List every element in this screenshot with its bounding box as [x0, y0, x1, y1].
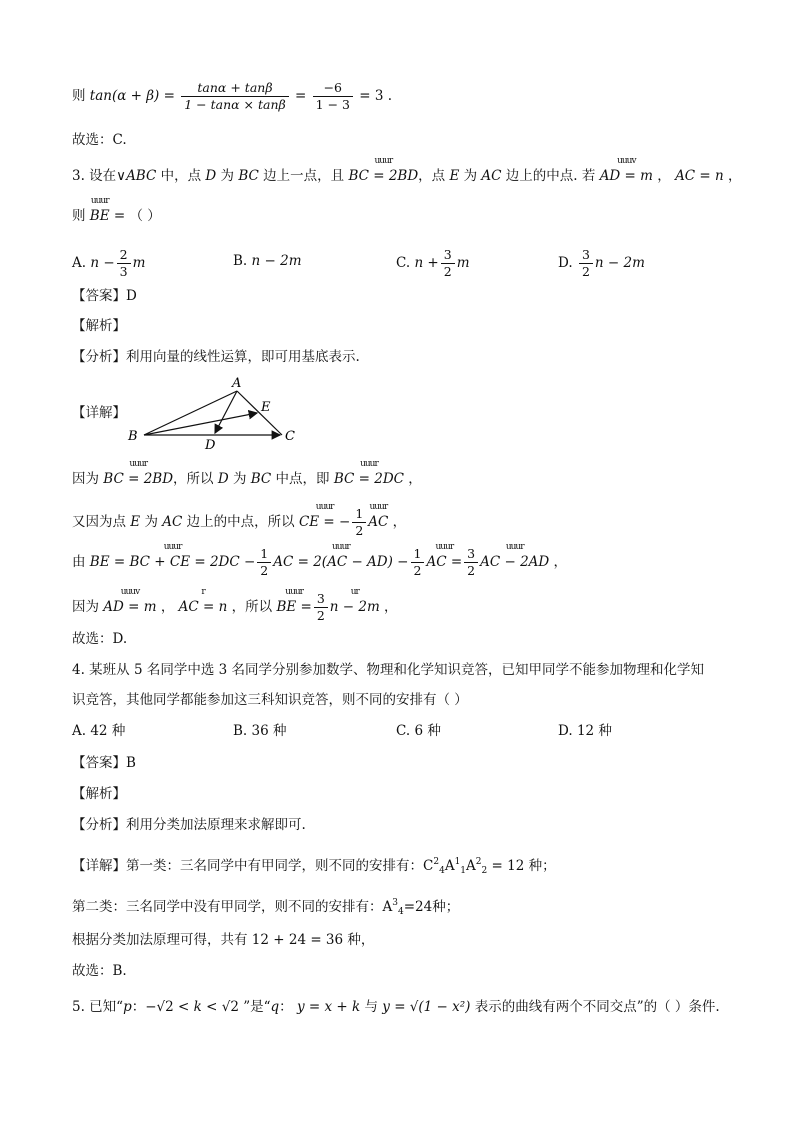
question-5 — [72, 997, 720, 1017]
option-text: 6 种 — [414, 723, 441, 739]
vector-expr — [480, 542, 550, 572]
option-label: D. — [558, 255, 573, 271]
math: k — [193, 999, 202, 1015]
vector-mark: uuur — [369, 502, 388, 512]
analysis-label: 【解析】 — [72, 318, 126, 334]
fraction-denominator: 2 — [413, 563, 422, 578]
side-ac — [237, 391, 282, 435]
math: A — [444, 858, 455, 874]
vector-mark: uuuv — [120, 587, 140, 597]
fraction-numerator: 3 — [579, 247, 593, 264]
superscript: 2 — [475, 857, 482, 867]
vector-expr — [178, 587, 228, 617]
text: 第二类：三名同学中没有甲同学，则不同的安排有： — [72, 899, 383, 915]
math: BC = 2DC — [333, 471, 404, 487]
vector-mark: uuur — [163, 542, 182, 552]
analysis-text: 【分析】利用向量的线性运算，即可用基底表示. — [72, 349, 360, 365]
fraction-denominator: 2 — [316, 608, 325, 623]
text: ， — [723, 168, 742, 184]
option-label: D. — [558, 723, 573, 739]
fraction — [117, 247, 131, 280]
text: 则 — [72, 208, 90, 224]
math: BE = BC + CE = 2DC − — [89, 554, 256, 570]
solution-line-1 — [72, 459, 422, 489]
text: ， — [404, 471, 422, 487]
math: < √2 ”是“ — [201, 999, 271, 1015]
option-label: B. — [233, 253, 248, 269]
text: = — [295, 88, 307, 104]
option-text: 36 种 — [251, 723, 287, 739]
math: CE = − — [298, 514, 351, 530]
side-ba — [144, 391, 237, 435]
text: =24种； — [403, 899, 460, 915]
label-a: A — [232, 376, 242, 391]
option-a[interactable] — [72, 247, 145, 280]
fraction-numerator: −6 — [313, 80, 353, 97]
math: n − 2m — [251, 253, 302, 269]
choice-line: 故选：D. — [72, 631, 128, 647]
option-d[interactable] — [558, 721, 612, 741]
choice-line: 故选：C. — [72, 132, 127, 148]
math: BC — [250, 471, 272, 487]
text: 3. 设在∨ — [72, 168, 127, 184]
superscript: 1 — [454, 857, 461, 867]
vector-expr — [368, 502, 389, 532]
fraction — [441, 247, 455, 280]
text: ， — [388, 514, 407, 530]
formula-lhs: tan(α + β) = — [89, 88, 175, 104]
fraction-denominator: 1 − 3 — [315, 97, 350, 112]
detail-line-2 — [72, 893, 459, 922]
math: AC − 2AD — [480, 554, 550, 570]
math: AC = 2(AC − AD) − — [273, 554, 409, 570]
math: D — [217, 471, 229, 487]
detail-line-3: 根据分类加法原理可得，共有 12 + 24 = 36 种， — [72, 932, 375, 948]
fraction-numerator: 2 — [117, 247, 131, 264]
fraction — [411, 546, 425, 579]
math: p — [123, 999, 132, 1015]
tan-sum-line — [72, 80, 392, 113]
math: BE = — [276, 599, 312, 615]
math: AD = m — [103, 599, 157, 615]
subscript: 4 — [439, 866, 445, 876]
text: = 12 种； — [487, 858, 556, 874]
fraction — [257, 546, 271, 579]
fraction-tan — [181, 80, 289, 113]
text: ， — [652, 168, 676, 184]
vector-mark: uuur — [505, 542, 524, 552]
vector-expr — [89, 196, 110, 226]
math: AC — [368, 514, 389, 530]
answer-label: 【答案】B — [72, 755, 136, 771]
choice-line: 故选：B. — [72, 963, 127, 979]
math: AC — [481, 168, 502, 184]
fraction-denominator: 1 − tanα × tanβ — [184, 97, 286, 112]
triangle-figure — [120, 372, 310, 454]
vector-mark: r — [201, 587, 205, 597]
question-3-ask — [72, 196, 161, 226]
math: A — [466, 858, 476, 874]
text: ， — [379, 599, 398, 615]
label-d: D — [205, 438, 216, 453]
vector-expr — [426, 542, 463, 572]
subscript: 4 — [397, 907, 404, 917]
vector-expr — [89, 542, 256, 572]
solution-line-4 — [72, 587, 398, 624]
option-c[interactable] — [396, 247, 470, 280]
superscript: 3 — [392, 898, 398, 908]
option-label: C. — [396, 255, 411, 271]
math: m — [132, 255, 146, 271]
vector-expr — [348, 156, 419, 186]
vector-mark: uuur — [90, 196, 109, 206]
label-b: B — [128, 429, 138, 444]
subscript: 2 — [481, 866, 488, 876]
text: 为 — [228, 471, 251, 487]
vector-expr — [103, 587, 157, 617]
question-4: 4. 某班从 5 名同学中选 3 名同学分别参加数学、物理和化学知识竞答，已知甲同学不能参加物理和化学知 — [72, 662, 705, 678]
option-d[interactable] — [558, 247, 645, 280]
text: 表示的曲线有两个不同交点”的（ ）条件. — [470, 999, 720, 1015]
vector-expr — [599, 156, 653, 186]
math: q — [270, 999, 280, 1015]
label-e: E — [261, 400, 271, 415]
text: 又因为点 — [72, 514, 131, 530]
solution-line-3 — [72, 542, 568, 579]
text: ，所以 — [173, 471, 218, 487]
fraction-value — [313, 80, 353, 113]
vector-expr — [298, 502, 351, 532]
math: n + — [414, 255, 439, 271]
text: ，所以 — [227, 599, 277, 615]
text: = 3 . — [359, 88, 393, 104]
math: n − 2m — [329, 599, 380, 615]
vector-expr — [276, 587, 312, 617]
math: AC = — [426, 554, 463, 570]
vector-mark: uuur — [332, 542, 350, 552]
math: BC = 2BD — [348, 168, 419, 184]
vector-mark: ur — [350, 587, 359, 597]
text: ， — [156, 599, 179, 615]
option-text: 42 种 — [90, 723, 126, 739]
vector-mark: uuur — [435, 542, 454, 552]
answer-label: 【答案】D — [72, 288, 137, 304]
detail-label: 【详解】 — [72, 405, 126, 421]
option-label: C. — [396, 723, 411, 739]
question-4-cont: 识竞答，其他同学都能参加这三科知识竞答，则不同的安排有（ ） — [72, 692, 468, 708]
option-text: 12 种 — [576, 723, 612, 739]
fraction-denominator: 2 — [443, 264, 452, 279]
math: n − — [90, 255, 115, 271]
math: A — [382, 899, 393, 915]
vector-mark: uuur — [285, 587, 303, 597]
fraction — [579, 247, 593, 280]
fraction-denominator: 2 — [581, 264, 590, 279]
label-c: C — [285, 429, 295, 444]
analysis-text: 【分析】利用分类加法原理来求解即可. — [72, 817, 306, 833]
vector-expr — [333, 459, 404, 489]
vector-mark: uuur — [374, 156, 393, 166]
option-a[interactable] — [72, 721, 125, 741]
vector-expr — [103, 459, 174, 489]
math: AC = n — [675, 168, 724, 184]
text: 中，点 — [156, 168, 206, 184]
math: n − 2m — [594, 255, 645, 271]
solution-line-2 — [72, 502, 407, 539]
text: 边上一点，且 — [258, 168, 349, 184]
vector-mark: uuur — [129, 459, 148, 469]
vector-expr — [329, 587, 380, 617]
math: C — [423, 858, 434, 874]
option-label: A. — [72, 255, 87, 271]
option-label: B. — [233, 723, 248, 739]
fraction-denominator: 2 — [467, 563, 476, 578]
math: D — [205, 168, 217, 184]
detail-line-1 — [72, 852, 556, 881]
fraction-numerator: 1 — [411, 546, 425, 563]
vector-mark: uuur — [360, 459, 378, 469]
text: 为 — [216, 168, 239, 184]
fraction-numerator: 3 — [464, 546, 478, 563]
math: BE — [89, 208, 110, 224]
text: 由 — [72, 554, 90, 570]
fraction — [352, 506, 366, 539]
math: E — [130, 514, 141, 530]
option-label: A. — [72, 723, 87, 739]
subscript: 1 — [460, 866, 467, 876]
text: 边上的中点. 若 — [501, 168, 600, 184]
text: 中点，即 — [271, 471, 334, 487]
text: 5. 已知“ — [72, 999, 124, 1015]
math: y = √(1 − x²) — [382, 999, 471, 1015]
text: 为 — [459, 168, 482, 184]
math: m — [456, 255, 470, 271]
math: ：−√2 < — [131, 999, 194, 1015]
text: 为 — [140, 514, 163, 530]
fraction-numerator: 3 — [441, 247, 455, 264]
math: AD = m — [599, 168, 653, 184]
question-3 — [72, 156, 742, 186]
fraction-denominator: 2 — [355, 523, 364, 538]
text: 因为 — [72, 599, 104, 615]
text: 因为 — [72, 471, 104, 487]
analysis-label: 【解析】 — [72, 786, 126, 802]
text: = （ ） — [109, 208, 161, 224]
text: 【详解】第一类：三名同学中有甲同学，则不同的安排有： — [72, 858, 423, 874]
text: 边上的中点，所以 — [182, 514, 299, 530]
math: BC = 2BD — [103, 471, 174, 487]
option-b[interactable] — [233, 721, 287, 741]
fraction-denominator: 2 — [260, 563, 269, 578]
fraction — [314, 591, 328, 624]
text: ， — [549, 554, 568, 570]
text: ，点 — [418, 168, 450, 184]
fraction — [464, 546, 478, 579]
option-c[interactable] — [396, 721, 441, 741]
fraction-numerator: 1 — [257, 546, 271, 563]
math: AC — [162, 514, 183, 530]
vector-be — [144, 413, 257, 435]
vector-mark: uuuv — [617, 156, 636, 166]
fraction-denominator: 3 — [119, 264, 128, 279]
math: AC = n — [178, 599, 228, 615]
vector-mark: uuur — [315, 502, 334, 512]
superscript: 2 — [433, 857, 440, 867]
text: 与 — [360, 999, 383, 1015]
vector-expr — [273, 542, 409, 572]
math: BC — [238, 168, 259, 184]
text: 则 — [72, 88, 86, 104]
fraction-numerator: 3 — [314, 591, 328, 608]
math: y = x + k — [296, 999, 361, 1015]
math: ABC — [126, 168, 157, 184]
vector-ad — [215, 391, 237, 433]
fraction-numerator: tanα + tanβ — [181, 80, 289, 97]
fraction-numerator: 1 — [352, 506, 366, 523]
math: E — [449, 168, 460, 184]
text: ： — [279, 999, 297, 1015]
option-b[interactable] — [233, 251, 302, 271]
